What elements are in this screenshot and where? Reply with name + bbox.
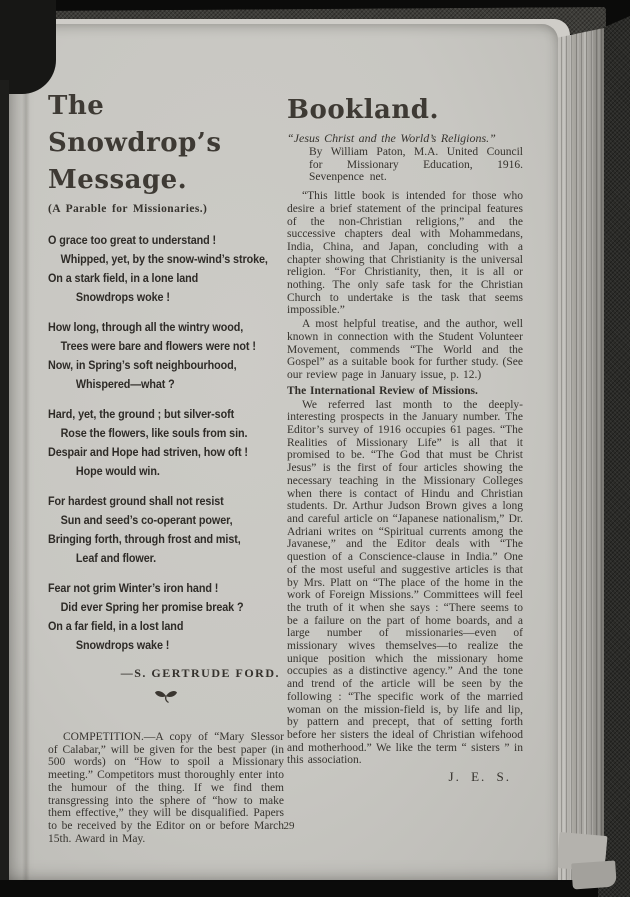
poem-line: Whipped, yet, by the snow-wind’s stroke, xyxy=(60,252,268,266)
review-paragraph: “This little book is intended for those who desire a brief statement of the principal features of the non-Christian religions,” and the successive chapters deal with Mohammedans, India, China, and Japan, concluding with a chapter showing that Christianity is the universal religion. “For Christianity, then, it is all or nothing. The only safe task for the Christian Church to undertake is the task that seems impossible.” xyxy=(287,190,523,317)
bookland-title: Bookland. xyxy=(287,95,440,125)
poem-line: Rose the flowers, like souls from sin. xyxy=(60,426,248,440)
poem-attribution: —S. GERTRUDE FORD. xyxy=(120,666,280,680)
poem-line: Bringing forth, through frost and mist, xyxy=(48,532,241,546)
review-book-title: “Jesus Christ and the World’s Religions.” xyxy=(287,131,496,145)
poem-line: Snowdrops woke ! xyxy=(75,290,170,304)
poem xyxy=(48,231,284,655)
poem-line: Fear not grim Winter’s iron hand ! xyxy=(48,581,219,595)
poem-title: The Snowdrop’s Message. xyxy=(48,91,222,195)
spine-edge xyxy=(0,80,9,880)
right-column xyxy=(287,92,523,785)
poem-line: On a stark field, in a lone land xyxy=(48,271,199,285)
poem-stanza xyxy=(48,579,260,655)
poem-line: Leaf and flower. xyxy=(75,551,157,565)
poem-line: Trees were bare and flowers were not ! xyxy=(60,339,256,353)
left-column xyxy=(48,88,284,845)
fleuron-ornament-icon xyxy=(48,689,284,707)
gutter-crease xyxy=(22,94,30,880)
poem-line: Hard, yet, the ground ; but silver-soft xyxy=(48,407,235,421)
book-page xyxy=(8,24,558,880)
poem-line: Did ever Spring her promise break ? xyxy=(60,600,244,614)
poem-line: On a far field, in a lost land xyxy=(48,619,184,633)
page-number: 29 xyxy=(283,820,295,832)
poem-line: Snowdrops wake ! xyxy=(75,638,170,652)
competition-notice: COMPETITION.—A copy of “Mary Slessor of Calabar,” will be given for the best paper (in 500 words) on “How to spoil a Missionary meeting.” Competitors must thoroughly enter into the humour of the thing. If we find them transgressing into the sphere of “how to make them effective,” they will be disqualified. Papers to be received by the Editor on or before March 15th. Award in May. xyxy=(48,731,284,845)
poem-line: Sun and seed’s co-operant power, xyxy=(60,513,233,527)
review-paragraph: A most helpful treatise, and the author, well known in connection with the Student Volunteer Movement, commends “The World and the Gospel” as a suitable book for further study. (See our review page in January issue, p. 12.) xyxy=(287,318,523,381)
poem-stanza xyxy=(48,318,260,394)
poem-stanza xyxy=(48,231,268,307)
poem-subtitle: (A Parable for Missionaries.) xyxy=(48,203,208,215)
poem-stanza xyxy=(48,405,260,481)
poem-line: Despair and Hope had striven, how oft ! xyxy=(48,445,248,459)
poem-line: How long, through all the wintry wood, xyxy=(48,320,244,334)
page-stack-fore-edge xyxy=(556,28,604,880)
section-subheading: The International Review of Missions. xyxy=(287,384,478,397)
review-byline: By William Paton, M.A. United Council for Missionary Education, 1916. Sevenpence net. xyxy=(309,146,523,184)
reviewer-initials: J. E. S. xyxy=(448,769,511,785)
review-paragraph: We referred last month to the deeply-interesting prospects in the January number. The Editor’s survey of 1916 occupies 61 pages. “The Realities of Missionary Life” is all that it promised to be. “The God that must be Christ Jesus” is the first of four articles showing the necessary teaching in the Missionary Colleges when there is contact of Hindu and Christian students. Dr. Arthur Judson Brown gives a long and careful article on “Japanese nationalism,” Dr. Adriani writes on “Spiritual currents among the Javanese,” and the Editor deals with “The question of a Conscience-clause in India.” One of the most useful and suggestive articles is that by Mrs. Platt on “The place of the home in the work of Foreign Missions.” Committees will feel the truth of it when she says : “There seems to be a failure on the part of home boards, and a large number of missionaries—even of missionary wives themselves—to realize the unique position which the missionary home occupies as a distinctive agency.” And the tone and trend of the article will be seen by the following : “The specific work of the married woman on the mission-field is, by life and lip, by pattern and precept, that of setting forth before her sisters the ideal of Christian wifehood and motherhood.” We like the term “ sisters ” in this association. xyxy=(287,398,523,767)
poem-line: For hardest ground shall not resist xyxy=(48,494,224,508)
poem-line: Now, in Spring’s soft neighbourhood, xyxy=(48,358,237,372)
curled-page-corner xyxy=(571,860,617,889)
poem-line: O grace too great to understand ! xyxy=(48,233,217,247)
poem-stanza xyxy=(48,492,260,568)
poem-line: Whispered—what ? xyxy=(75,377,175,391)
poem-line: Hope would win. xyxy=(75,464,160,478)
